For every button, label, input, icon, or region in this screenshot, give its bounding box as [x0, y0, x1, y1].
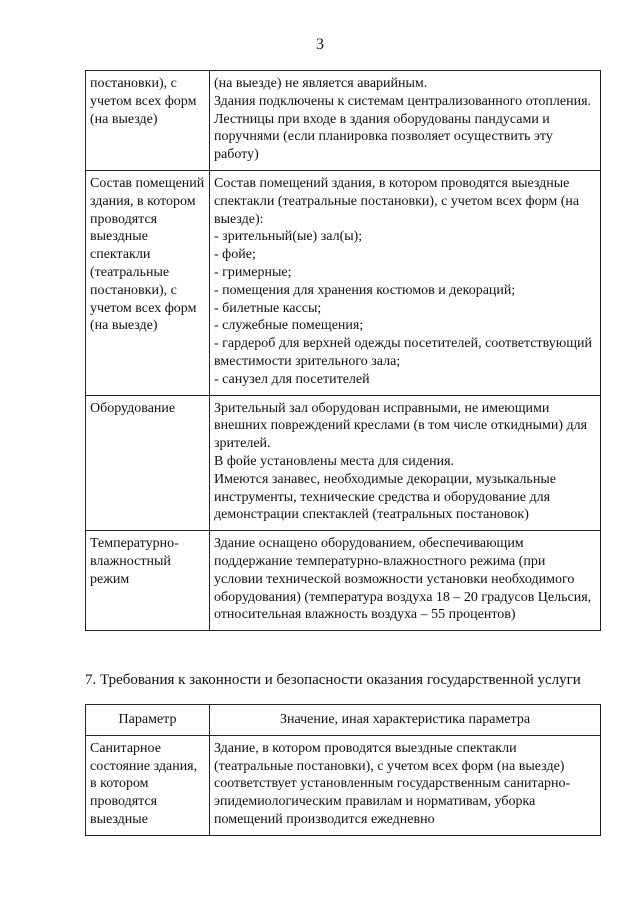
value-cell: [210, 395, 601, 531]
table-header-row: [86, 705, 601, 736]
column-header-value: Значение, иная характеристика параметра: [210, 705, 601, 736]
table-row: [86, 395, 601, 531]
value-text: Зрительный зал оборудован исправными, не имеющими внешних повреждений креслами (в том числе откидными) для зрителей.: [214, 400, 588, 452]
value-cell: [210, 735, 601, 835]
table-row: [86, 170, 601, 395]
value-text: Состав помещений здания, в котором проводятся выездные спектакли (театральные постановки), с учетом всех форм (на выезде):: [214, 175, 580, 227]
param-cell: [86, 170, 210, 395]
section-heading: 7. Требования к законности и безопасности оказания государственной услуги: [85, 672, 581, 688]
param-text: Состав помещений здания, в котором проводятся выездные спектакли (театральные постановки), с учетом всех форм (на выезде): [90, 175, 205, 334]
value-cell: [210, 170, 601, 395]
page-number: 3: [316, 36, 324, 53]
table-row: [86, 735, 601, 835]
value-text: В фойе установлены места для сидения.: [214, 453, 455, 469]
param-text: Санитарное состояние здания, в котором проводятся выездные: [90, 740, 198, 827]
list-item: - служебные помещения;: [214, 318, 364, 334]
table-row: [86, 71, 601, 171]
column-header-param: Параметр: [86, 705, 210, 736]
param-cell: [86, 735, 210, 835]
legality-table: [85, 704, 601, 836]
value-text: Здания подключены к системам централизованного отопления.: [214, 93, 592, 109]
requirements-table: [85, 70, 601, 631]
list-item: - зрительный(ые) зал(ы);: [214, 229, 363, 245]
param-text: постановки), с: [90, 76, 177, 91]
table-row: [86, 531, 601, 631]
value-text: Здание, в котором проводятся выездные спектакли (театральные постановки), с учетом всех форм (на выезде) соответствует установленным государственным санитарно-эпидемиологическим правилам и нормативам, уборка помещений производится ежедневно: [214, 740, 571, 827]
value-cell: [210, 71, 601, 171]
list-item: - фойе;: [214, 247, 256, 263]
value-text: Лестницы при входе в здания оборудованы пандусами и поручнями (если планировка позволяет осуществить эту работу): [214, 111, 553, 163]
list-item: - билетные кассы;: [214, 300, 322, 316]
param-cell: [86, 531, 210, 631]
value-text: (на выезде) не является аварийным.: [214, 76, 428, 91]
param-cell: [86, 71, 210, 171]
param-text: учетом всех форм: [90, 93, 197, 109]
list-item: - гардероб для верхней одежды посетителей, соответствующий вместимости зрительного зала;: [214, 336, 592, 369]
value-text: Имеются занавес, необходимые декорации, музыкальные инструменты, технические средства и оборудование для демонстрации спектаклей (театральных постановок): [214, 471, 556, 523]
param-text: Оборудование: [90, 400, 176, 416]
value-text: Здание оснащено оборудованием, обеспечивающим поддержание температурно-влажностного режима (при условии технической возможности установки необходимого оборудования) (температура воздуха 18 – 20 градусов Цельсия, относительная влажность воздуха – 55 процентов): [214, 536, 592, 623]
list-item: - помещения для хранения костюмов и декораций;: [214, 282, 516, 298]
list-item: - гримерные;: [214, 264, 292, 280]
value-cell: [210, 531, 601, 631]
list-item: - санузел для посетителей: [214, 371, 370, 387]
param-cell: [86, 395, 210, 531]
param-text: Температурно-влажностный режим: [90, 536, 179, 587]
param-text: (на выезде): [90, 111, 158, 127]
